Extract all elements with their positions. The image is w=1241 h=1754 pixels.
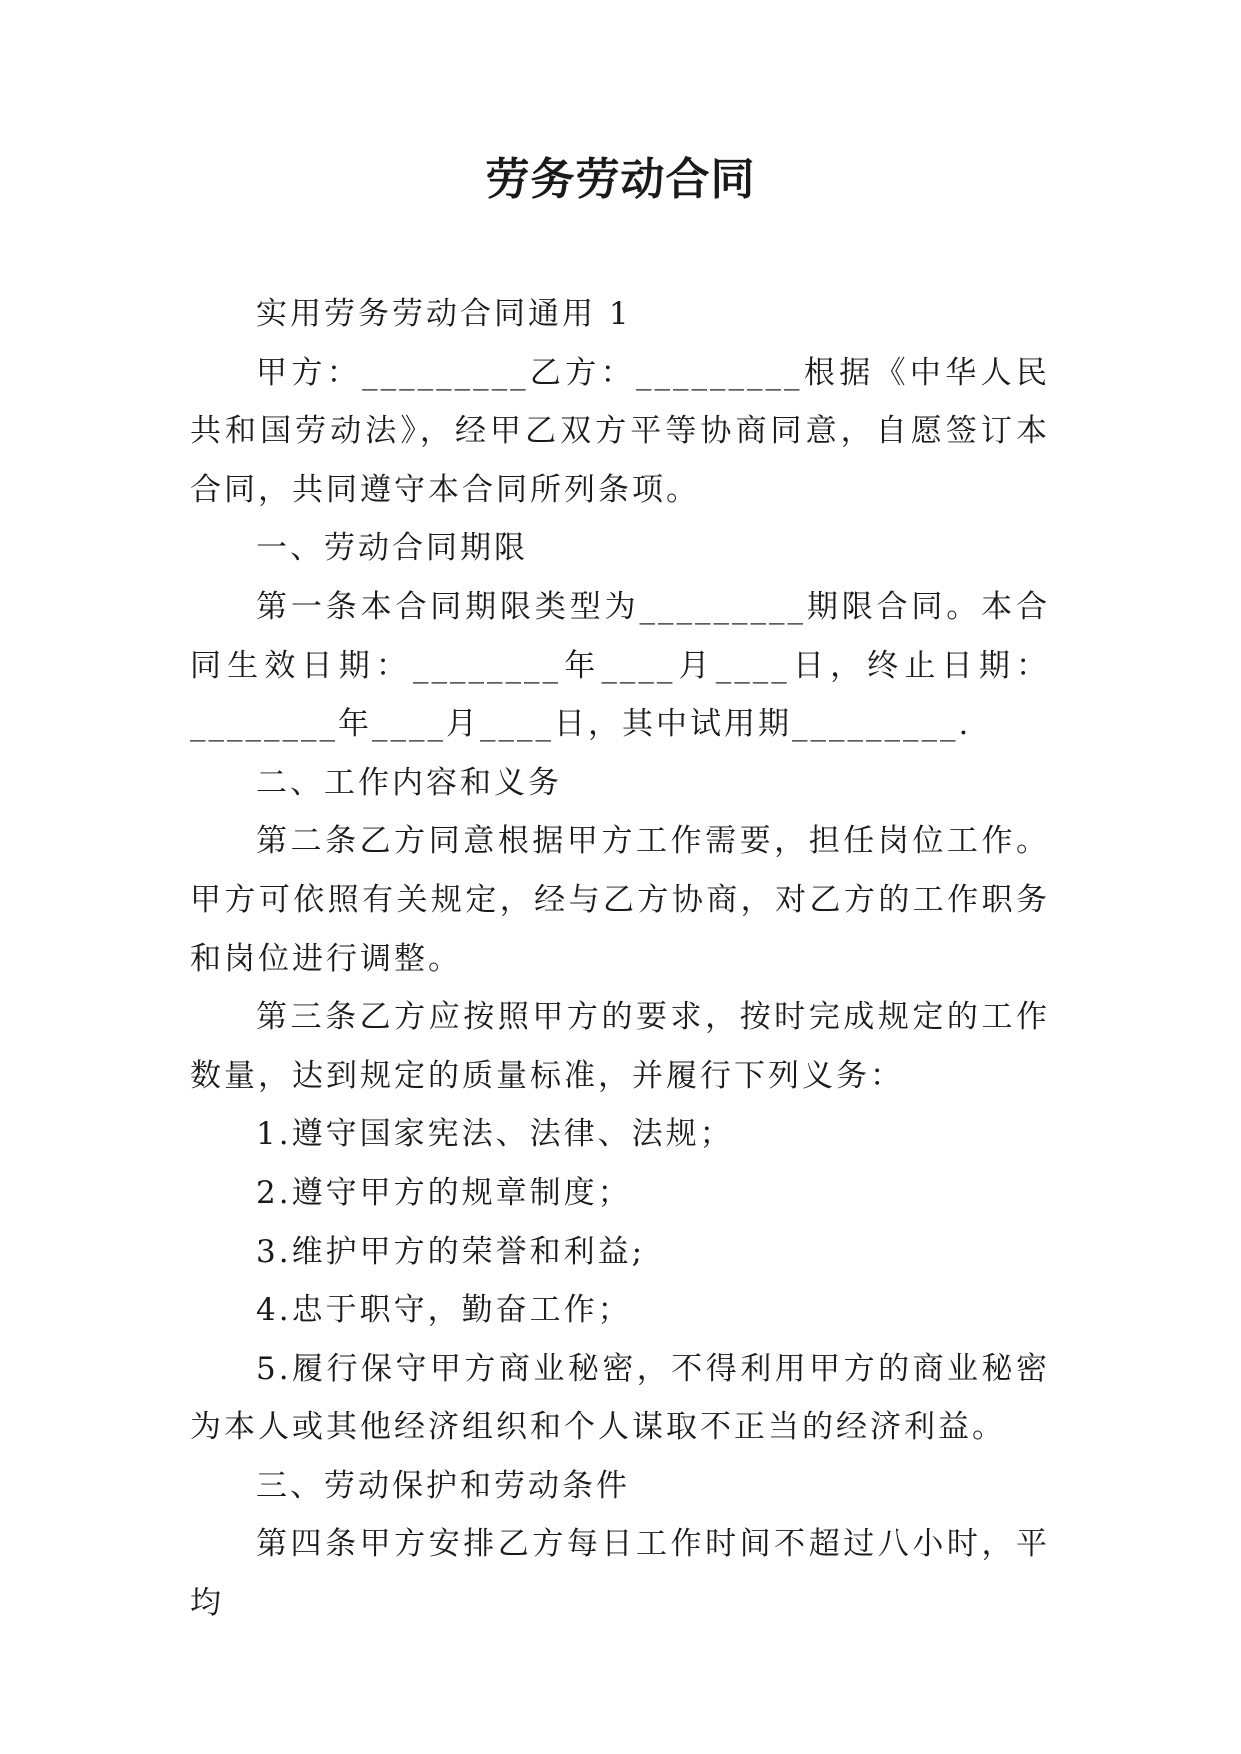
section-heading-contract-term: 一、劳动合同期限: [256, 530, 528, 567]
document-body: [190, 285, 1050, 1633]
obligation-item-4: 4.忠于职守，勤奋工作；: [256, 1292, 632, 1329]
article-2: 第二条乙方同意根据甲方工作需要，担任岗位工作。甲方可依照有关规定，经与乙方协商，对乙方的工作职务和岗位进行调整。: [190, 823, 1050, 977]
obligation-item-5: 5.履行保守甲方商业秘密，不得利用甲方的商业秘密为本人或其他经济组织和个人谋取不正当的经济利益。: [190, 1350, 1050, 1446]
obligation-item-2: 2.遵守甲方的规章制度；: [256, 1174, 632, 1211]
section-heading-work-content: 二、工作内容和义务: [256, 764, 562, 801]
document-title: 劳务劳动合同: [485, 154, 756, 205]
paragraph-subtitle: 实用劳务劳动合同通用 1: [256, 296, 632, 332]
obligation-item-1: 1.遵守国家宪法、法律、法规；: [256, 1116, 734, 1153]
obligation-item-3: 3.维护甲方的荣誉和利益;: [256, 1233, 646, 1270]
article-3: 第三条乙方应按照甲方的要求，按时完成规定的工作数量，达到规定的质量标准，并履行下列义务：: [190, 999, 1050, 1094]
article-4: 第四条甲方安排乙方每日工作时间不超过八小时，平均: [190, 1526, 1050, 1622]
section-heading-labor-protection: 三、劳动保护和劳动条件: [256, 1467, 630, 1504]
paragraph-parties: 甲方：_________乙方：_________根据《中华人民共和国劳动法》，经甲乙双方平等协商同意，自愿签订本合同，共同遵守本合同所列条项。: [190, 354, 1050, 508]
article-1: 第一条本合同期限类型为_________期限合同。本合同生效日期：________年____月____日，终止日期：________年____月____日，其中试用期_________.: [190, 588, 1050, 743]
